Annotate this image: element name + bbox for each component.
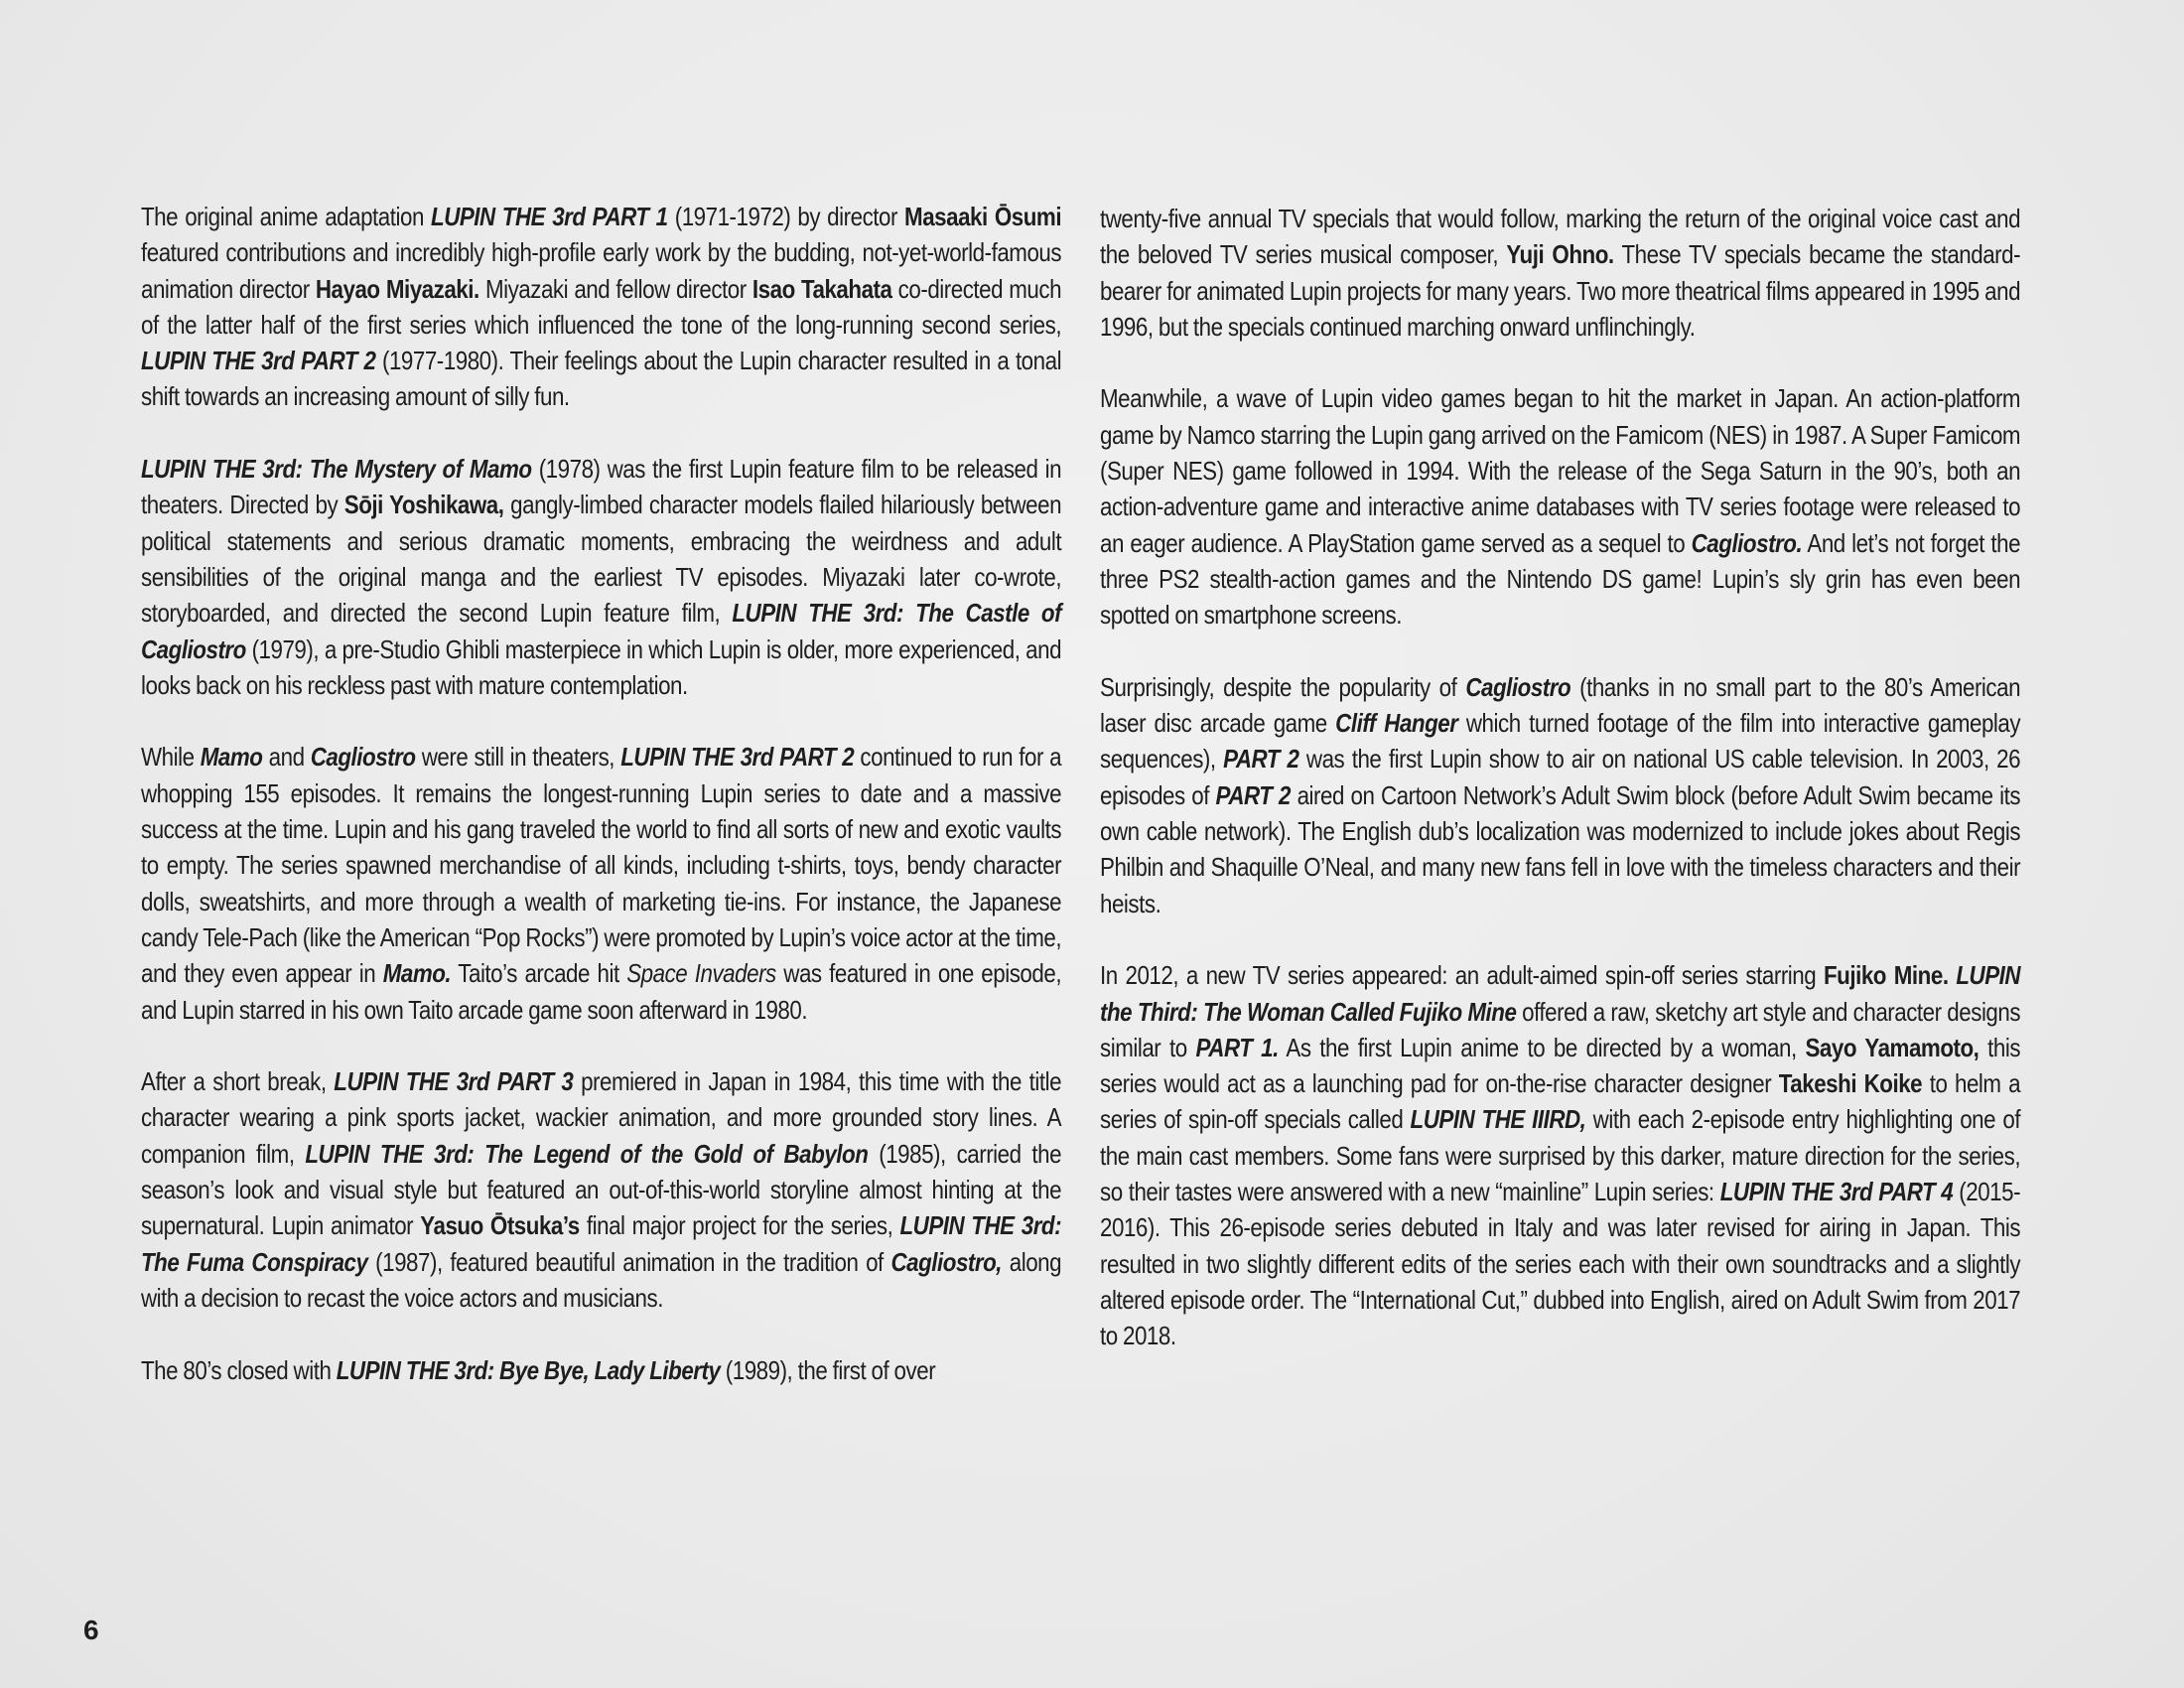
paragraph-mamo: LUPIN THE 3rd: The Mystery of Mamo (1978) was the first Lupin feature film to be released in theaters. Directed by Sōji Yoshikawa, gangly-limbed character models flailed hilariously between political statements and serious dramatic moments, embracing the weirdness and adult sensibilities of the original manga and the earliest TV episodes. Miyazaki later co-wrote, storyboarded, and directed the second Lupin feature film, LUPIN THE 3rd: The Castle of Cagliostro (1979), a pre-Studio Ghibli masterpiece in which Lupin is older, more experienced, and looks back on his reckless past with mature contemplation.	[141, 454, 1062, 700]
title-ref: LUPIN THE 3rd PART 2	[620, 742, 855, 773]
title-ref: PART 2	[1215, 779, 1292, 810]
right-column	[1100, 201, 2020, 1354]
title-ref: Mamo.	[382, 958, 452, 989]
title-ref: PART 1.	[1195, 1032, 1279, 1062]
person-name: Sayo Yamamoto,	[1805, 1032, 1979, 1062]
person-name: Sōji Yoshikawa,	[343, 490, 504, 520]
title-ref: Cagliostro.	[1691, 527, 1803, 558]
paragraph-part3: After a short break, LUPIN THE 3rd PART 3 premiered in Japan in 1984, this time with the title character wearing a pink sports jacket, wackier animation, and more grounded story lines. A companion film, LUPIN THE 3rd: The Legend of the Gold of Babylon (1985), carried the season’s look and visual style but featured an out-of-this-world storyline almost hinting at the supernatural. Lupin animator Yasuo Ōtsuka’s final major project for the series, LUPIN THE 3rd: The Fuma Conspiracy (1987), featured beautiful animation in the tradition of Cagliostro, along with a decision to recast the voice actors and musicians.	[141, 1066, 1062, 1313]
paragraph-us-broadcast: Surprisingly, despite the popularity of Cagliostro (thanks in no small part to the 80’s American laser disc arcade game Cliff Hanger which turned footage of the film into interactive gameplay sequences), PART 2 was the first Lupin show to air on national US cable television. In 2003, 26 episodes of PART 2 aired on Cartoon Network’s Adult Swim block (before Adult Swim became its own cable network). The English dub’s localization was modernized to include jokes about Regis Philbin and Shaquille O’Neal, and many new fans fell in love with the timeless characters and their heists.	[1100, 671, 2021, 918]
title-ref: LUPIN THE 3rd: Bye Bye, Lady Liberty	[336, 1354, 721, 1385]
paragraph-fujiko-mine: In 2012, a new TV series appeared: an adult-aimed spin-off series starring Fujiko Mine. LUPIN the Third: The Woman Called Fujiko Mine offered a raw, sketchy art style and character designs similar to PART 1. As the first Lupin anime to be directed by a woman, Sayo Yamamoto, this series would act as a launching pad for on-the-rise character designer Takeshi Koike to helm a series of spin-off specials called LUPIN THE IIIRD, with each 2-episode entry highlighting one of the main cast members. Some fans were surprised by this darker, mature direction for the series, so their tastes were answered with a new “mainline” Lupin series: LUPIN THE 3rd PART 4 (2015-2016). This 26-episode series debuted in Italy and was later revised for airing in Japan. This resulted in two slightly different edits of the series each with their own soundtracks and a slightly altered episode order. The “International Cut,” dubbed into English, aired on Adult Swim from 2017 to 2018.	[1100, 960, 2021, 1351]
title-ref: LUPIN THE 3rd PART 1	[431, 202, 668, 231]
person-name: Masaaki Ōsumi	[904, 202, 1062, 231]
paragraph-video-games: Meanwhile, a wave of Lupin video games began to hit the market in Japan. An action-platform game by Namco starring the Lupin gang arrived on the Famicom (NES) in 1987. A Super Famicom (Super NES) game followed in 1994. With the release of the Sega Saturn in the 90’s, both an action-adventure game and interactive anime databases with TV series footage were released to an eager audience. A PlayStation game served as a sequel to Cagliostro. And let’s not forget the three PS2 stealth-action games and the Nintendo DS game! Lupin’s sly grin has even been spotted on smartphone screens.	[1100, 383, 2021, 631]
paragraph-part2: While Mamo and Cagliostro were still in theaters, LUPIN THE 3rd PART 2 continued to run for a whopping 155 episodes. It remains the longest-running Lupin series to date and a massive success at the time. Lupin and his gang traveled the world to find all sorts of new and exotic vaults to empty. The series spawned merchandise of all kinds, including t-shirts, toys, bendy character dolls, sweatshirts, and more through a wealth of marketing tie-ins. For instance, the Japanese candy Tele-Pach (like the American “Pop Rocks”) were promoted by Lupin’s voice actor at the time, and they even appear in Mamo. Taito’s arcade hit Space Invaders was featured in one episode, and Lupin starred in his own Taito arcade game soon afterward in 1980.	[141, 742, 1062, 1025]
paragraph-part1: The original anime adaptation LUPIN THE 3rd PART 1 (1971-1972) by director Masaaki Ōsumi featured contributions and incredibly high-profile early work by the budding, not-yet-world-famous animation director Hayao Miyazaki. Miyazaki and fellow director Isao Takahata co-directed much of the latter half of the first series which influenced the tone of the long-running second series, LUPIN THE 3rd PART 2 (1977-1980). Their feelings about the Lupin character resulted in a tonal shift towards an increasing amount of silly fun.	[141, 202, 1062, 412]
title-ref: LUPIN THE 3rd PART 3	[334, 1066, 574, 1097]
title-ref: LUPIN THE 3rd: The Fuma Conspiracy	[141, 1210, 1062, 1277]
title-ref: Cagliostro	[310, 742, 416, 773]
person-name: Isao Takahata	[751, 273, 892, 304]
page-number: 6	[83, 1615, 99, 1645]
title-ref: PART 2	[1223, 744, 1299, 774]
title-ref: LUPIN THE 3rd PART 4	[1719, 1177, 1954, 1207]
person-name: Yuji Ohno.	[1506, 239, 1614, 270]
person-name: Hayao Miyazaki.	[315, 273, 479, 304]
paragraph-80s: The 80’s closed with LUPIN THE 3rd: Bye Bye, Lady Liberty (1989), the first of over	[141, 1354, 936, 1385]
title-ref: LUPIN THE 3rd: The Mystery of Mamo	[141, 454, 532, 485]
person-name: Takeshi Koike	[1778, 1068, 1923, 1099]
title-ref: LUPIN THE 3rd: The Castle of Cagliostro	[141, 598, 1062, 664]
paragraph-tv-specials: twenty-five annual TV specials that would follow, marking the return of the original voice cast and the beloved TV series musical composer, Yuji Ohno. These TV specials became the standard-bearer for animated Lupin projects for many years. Two more theatrical films appeared in 1995 and 1996, but the specials continued marching onward unflinchingly.	[1100, 204, 2021, 342]
title-ref: LUPIN THE 3rd PART 2	[141, 346, 376, 376]
title-ref: Space Invaders	[626, 958, 776, 989]
title-ref: Cagliostro,	[890, 1246, 1003, 1277]
title-ref: Cliff Hanger	[1335, 708, 1458, 739]
person-name: Fujiko Mine.	[1823, 960, 1949, 991]
left-column	[141, 199, 1061, 1388]
title-ref: Mamo	[200, 742, 263, 773]
title-ref: LUPIN THE 3rd: The Legend of the Gold of Babylon	[305, 1138, 869, 1169]
title-ref: Cagliostro	[1465, 671, 1571, 702]
person-name: Yasuo Ōtsuka’s	[420, 1210, 580, 1241]
title-ref: LUPIN the Third: The Woman Called Fujiko Mine	[1100, 960, 2021, 1027]
title-ref: LUPIN THE IIIRD,	[1410, 1104, 1586, 1135]
